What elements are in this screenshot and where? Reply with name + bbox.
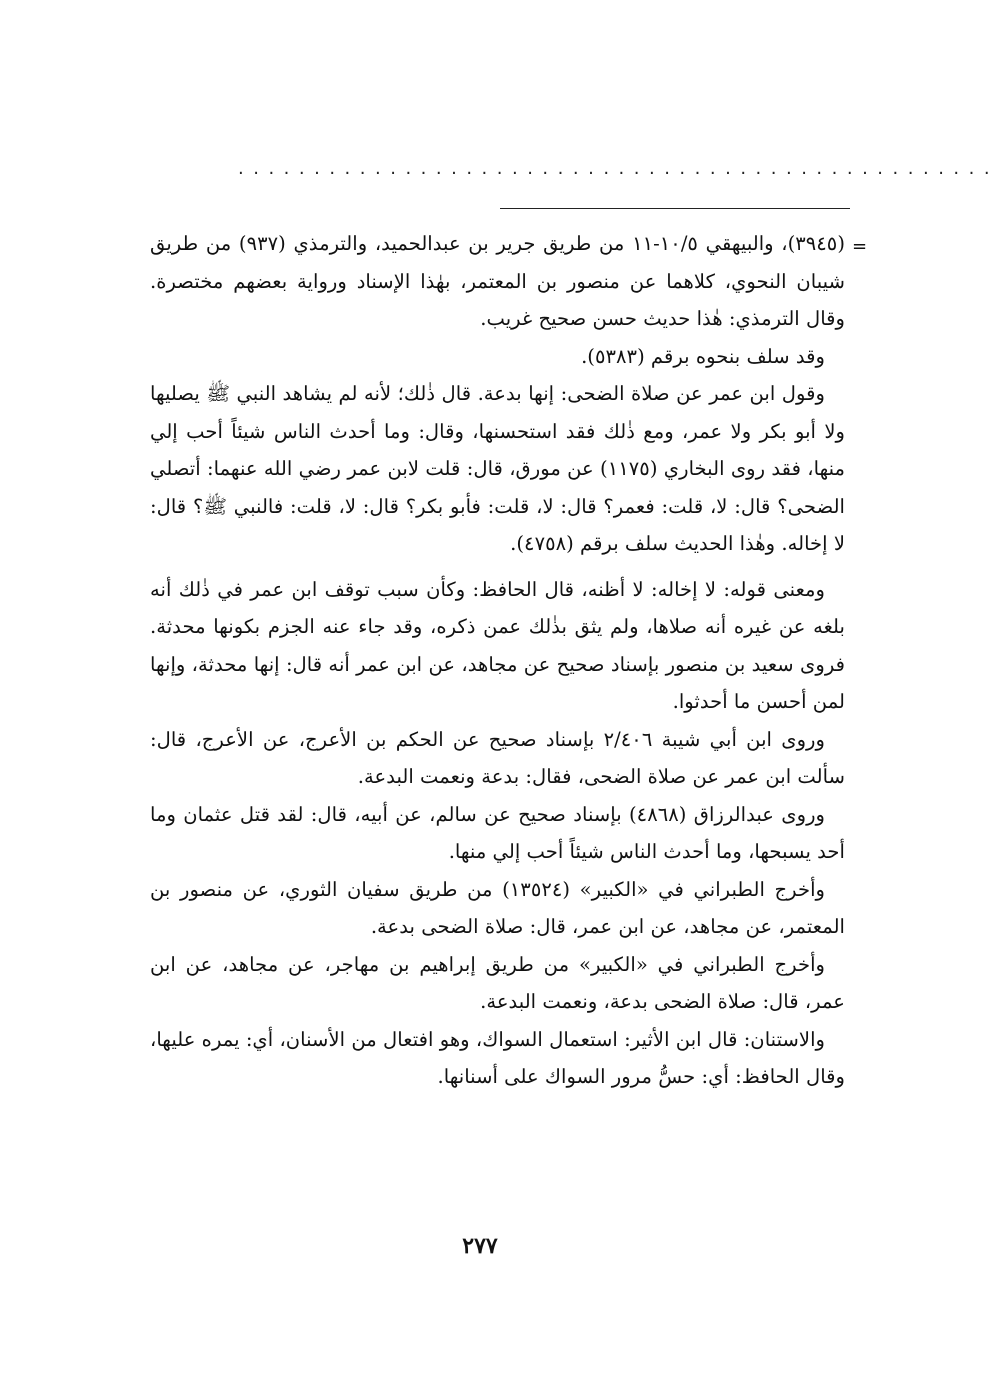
footnote-paragraph: وقول ابن عمر عن صلاة الضحى: إنها بدعة. قال ذٰلك؛ لأنه لم يشاهد النبي ﷺ يصليها ولا أبو بكر ولا عمر، ومع ذٰلك فقد استحسنها، وقال: وما أحدث الناس شيئاً أحب إلي منها، فقد روى البخاري (١١٧٥) عن مورق، قال: قلت لابن عمر رضي الله عنهما: أتصلي الضحى؟ قال: لا، قلت: فعمر؟ قال: لا، قلت: فأبو بكر؟ قال: لا، قلت: فالنبي ﷺ؟ قال: لا إخاله. وهٰذا الحديث سلف برقم (٤٧٥٨). <box>150 382 846 555</box>
footnote-paragraph: وقد سلف بنحوه برقم (٥٣٨٣). <box>581 344 825 368</box>
footnote-paragraph: وأخرج الطبراني في «الكبير» من طريق إبراهيم بن مهاجر، عن مجاهد، عن ابن عمر، قال: صلاة الضحى بدعة، ونعمت البدعة. <box>150 952 845 1013</box>
footnote-body <box>150 225 845 1096</box>
footnote-rule <box>500 208 850 209</box>
page-number: ٢٧٧ <box>462 1233 498 1259</box>
footnote-paragraph: وروى ابن أبي شيبة ٢/٤٠٦ بإسناد صحيح عن الحكم بن الأعرج، عن الأعرج، قال: سألت ابن عمر عن صلاة الضحى، فقال: بدعة ونعمت البدعة. <box>150 727 845 788</box>
footnote-paragraph: وروى عبدالرزاق (٤٨٦٨) بإسناد صحيح عن سالم، عن أبيه، قال: لقد قتل عثمان وما أحد يسبحها، وما أحدث الناس شيئاً أحب إلي منها. <box>150 802 845 863</box>
footnote-paragraph: ومعنى قوله: لا إخاله: لا أظنه، قال الحافظ: وكأن سبب توقف ابن عمر في ذٰلك أنه بلغه عن غيره أنه صلاها، ولم يثق بذٰلك عمن ذكره، وقد جاء عنه الجزم بكونها محدثة. فروى سعيد بن منصور بإسناد صحيح عن مجاهد، عن ابن عمر أنه قال: إنها محدثة، وإنها لمن أحسن ما أحدثوا. <box>150 577 845 713</box>
continuation-mark: = <box>852 236 868 257</box>
footnote-paragraph: وأخرج الطبراني في «الكبير» (١٣٥٢٤) من طريق سفيان الثوري، عن منصور بن المعتمر، عن مجاهد، عن ابن عمر، قال: صلاة الضحى بدعة. <box>150 877 845 938</box>
footnote-paragraph: (٣٩٤٥)، والبيهقي ١٠/٥-١١ من طريق جرير بن عبدالحميد، والترمذي (٩٣٧) من طريق شيبان النحوي، كلاهما عن منصور بن المعتمر، بهٰذا الإسناد ورواية بعضهم مختصرة. وقال الترمذي: هٰذا حديث حسن صحيح غريب. <box>150 232 845 330</box>
footnote-paragraph: والاستنان: قال ابن الأثير: استعمال السواك، وهو افتعال من الأسنان، أي: يمره عليها، وقال الحافظ: أي: حسُّ مرور السواك على أسنانها. <box>150 1027 845 1088</box>
separator-dots: .................................................. <box>238 158 999 179</box>
